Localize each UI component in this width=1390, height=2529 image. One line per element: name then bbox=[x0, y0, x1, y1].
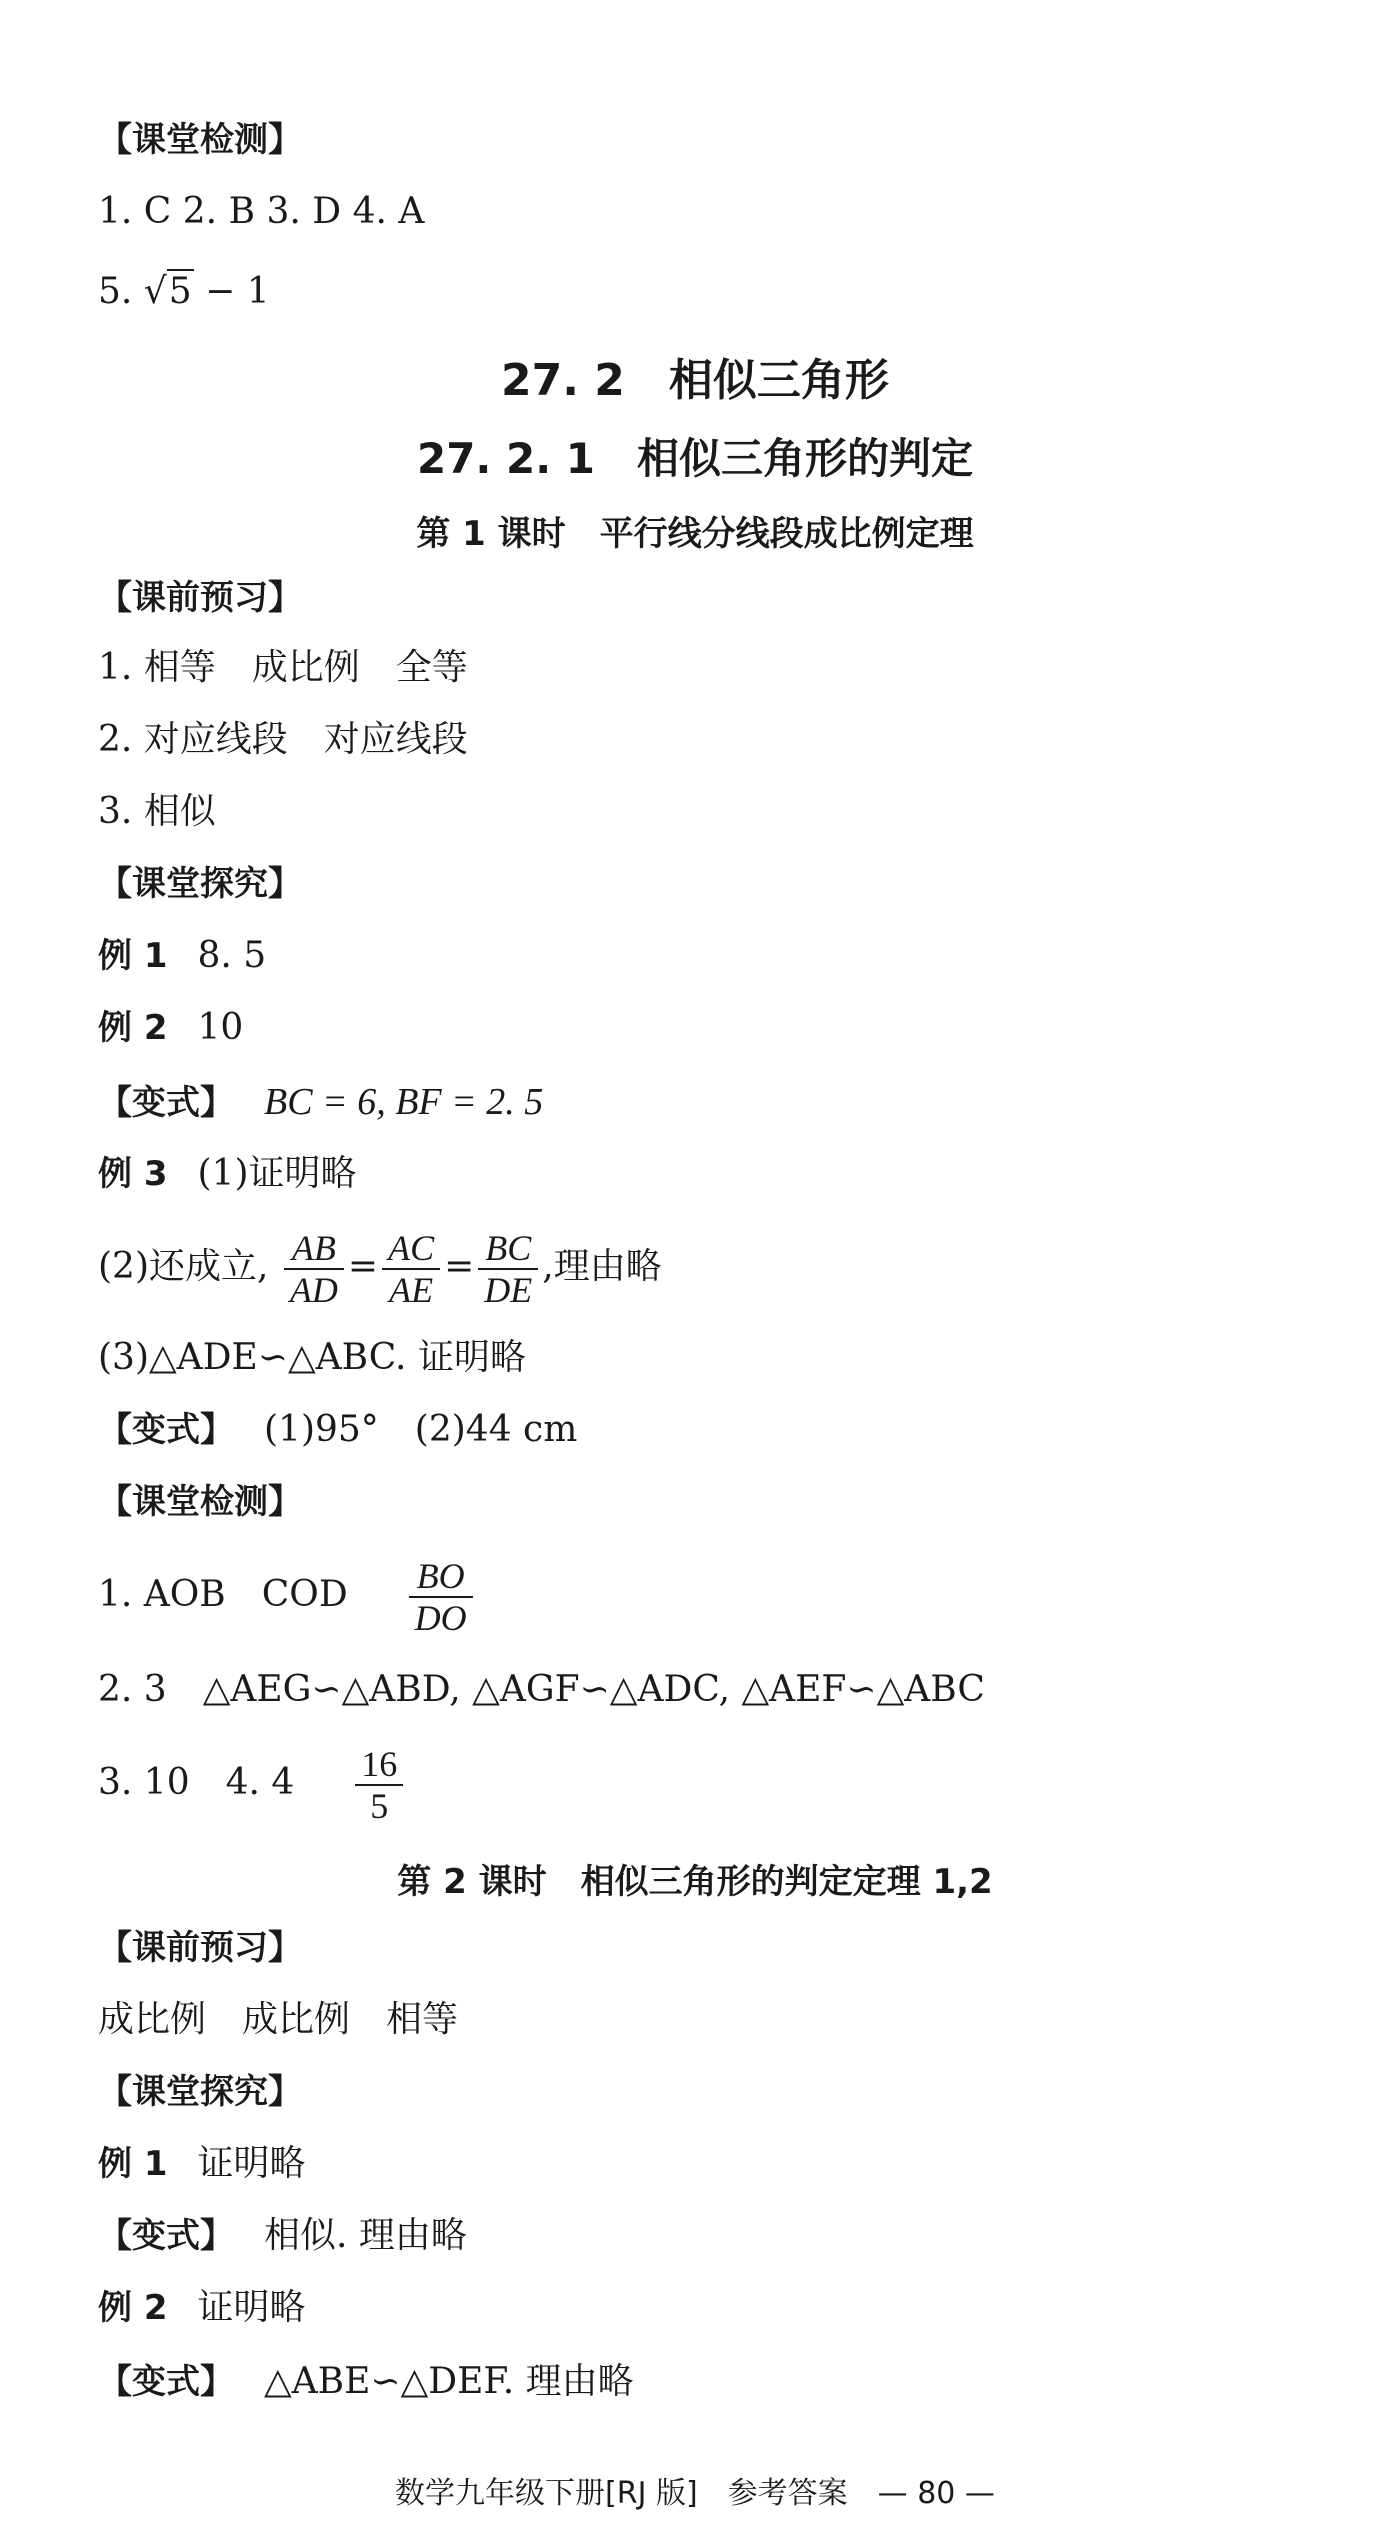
answer-line: 成比例 成比例 相等 bbox=[98, 1999, 459, 2040]
answer-line: 1. 相等 成比例 全等 bbox=[98, 647, 468, 688]
variant-line bbox=[98, 2214, 467, 2258]
variant-label: 【变式】 bbox=[98, 2362, 234, 2402]
denominator: AD bbox=[289, 1270, 338, 1310]
answer-line-sqrt bbox=[98, 270, 270, 314]
answer-line: 3. 相似 bbox=[98, 791, 216, 832]
variant-label: 【变式】 bbox=[98, 2216, 234, 2256]
denominator: DO bbox=[414, 1598, 467, 1638]
example-answer: 8. 5 bbox=[197, 935, 267, 976]
section-heading-classroom-check: 【课堂检测】 bbox=[98, 120, 302, 160]
denominator: DE bbox=[484, 1270, 533, 1310]
section-heading-explore: 【课堂探究】 bbox=[98, 2072, 302, 2112]
numerator: AC bbox=[382, 1228, 440, 1270]
fraction bbox=[409, 1556, 473, 1638]
fraction-line: (2)还成立, $\frac{AB}{AD}$ = $\frac{AC}{AE}$ = $\frac{BC}{DE}$ ,理由略 bbox=[98, 1228, 662, 1310]
numerator: AB bbox=[284, 1228, 344, 1270]
variant-answer: BC = 6, BF = 2. 5 bbox=[264, 1081, 544, 1123]
fraction bbox=[478, 1228, 538, 1310]
variant-line bbox=[98, 2360, 634, 2404]
radical-sign-icon: √ bbox=[143, 271, 167, 312]
section-title: 27. 2 相似三角形 bbox=[501, 355, 889, 406]
answer-suffix: − 1 bbox=[193, 271, 270, 312]
answer-line: 2. 对应线段 对应线段 bbox=[98, 719, 468, 760]
answer-prefix: 3. 10 4. 4 bbox=[98, 1762, 295, 1803]
section-heading-preview: 【课前预习】 bbox=[98, 578, 302, 618]
fraction-line bbox=[98, 1744, 407, 1826]
example-label: 例 1 bbox=[98, 936, 168, 976]
variant-answer: △ABE∽△DEF. 理由略 bbox=[264, 2361, 634, 2402]
denominator: 5 bbox=[370, 1786, 389, 1826]
answer-suffix: ,理由略 bbox=[542, 1246, 662, 1287]
denominator: AE bbox=[389, 1270, 434, 1310]
example-answer: 证明略 bbox=[197, 2143, 306, 2184]
example-label: 例 1 bbox=[98, 2144, 168, 2184]
subsection-title: 27. 2. 1 相似三角形的判定 bbox=[416, 434, 974, 483]
example-line bbox=[98, 1152, 357, 1196]
example-answer: 证明略 bbox=[197, 2287, 306, 2328]
variant-label: 【变式】 bbox=[98, 1410, 234, 1450]
lesson-title: 第 2 课时 相似三角形的判定定理 1,2 bbox=[397, 1862, 993, 1902]
answer-line: (3)△ADE∽△ABC. 证明略 bbox=[98, 1337, 526, 1378]
example-line bbox=[98, 934, 266, 978]
fraction-line bbox=[98, 1556, 477, 1638]
fraction bbox=[355, 1744, 403, 1826]
fraction bbox=[284, 1228, 344, 1310]
answer-prefix: 5. bbox=[98, 271, 144, 312]
variant-label: 【变式】 bbox=[98, 1083, 234, 1123]
example-label: 例 3 bbox=[98, 1154, 168, 1194]
answer-prefix: (2)还成立, bbox=[98, 1246, 269, 1287]
example-label: 例 2 bbox=[98, 2288, 168, 2328]
example-line bbox=[98, 1006, 243, 1050]
numerator: BO bbox=[409, 1556, 473, 1598]
section-heading-classroom-check: 【课堂检测】 bbox=[98, 1482, 302, 1522]
example-label: 例 2 bbox=[98, 1008, 168, 1048]
fraction bbox=[382, 1228, 440, 1310]
answer-prefix: 1. AOB COD bbox=[98, 1574, 348, 1615]
numerator: BC bbox=[478, 1228, 538, 1270]
sqrt-expression bbox=[144, 270, 194, 314]
radicand: 5 bbox=[168, 271, 192, 312]
section-heading-explore: 【课堂探究】 bbox=[98, 864, 302, 904]
answer-line: 1. C 2. B 3. D 4. A bbox=[98, 191, 425, 232]
answer-line: 2. 3 △AEG∽△ABD, △AGF∽△ADC, △AEF∽△ABC bbox=[98, 1669, 985, 1710]
variant-line bbox=[98, 1408, 577, 1452]
variant-answer: (1)95° (2)44 cm bbox=[264, 1409, 578, 1450]
example-line bbox=[98, 2142, 306, 2186]
example-answer: 10 bbox=[197, 1007, 244, 1048]
section-heading-preview: 【课前预习】 bbox=[98, 1928, 302, 1968]
example-answer: (1)证明略 bbox=[197, 1153, 357, 1194]
example-line bbox=[98, 2286, 306, 2330]
lesson-title: 第 1 课时 平行线分线段成比例定理 bbox=[416, 514, 974, 554]
variant-answer: 相似. 理由略 bbox=[264, 2215, 467, 2256]
numerator: 16 bbox=[355, 1744, 403, 1786]
page-footer: 数学九年级下册[RJ 版] 参考答案 — 80 — bbox=[395, 2476, 995, 2511]
variant-line bbox=[98, 1080, 543, 1125]
